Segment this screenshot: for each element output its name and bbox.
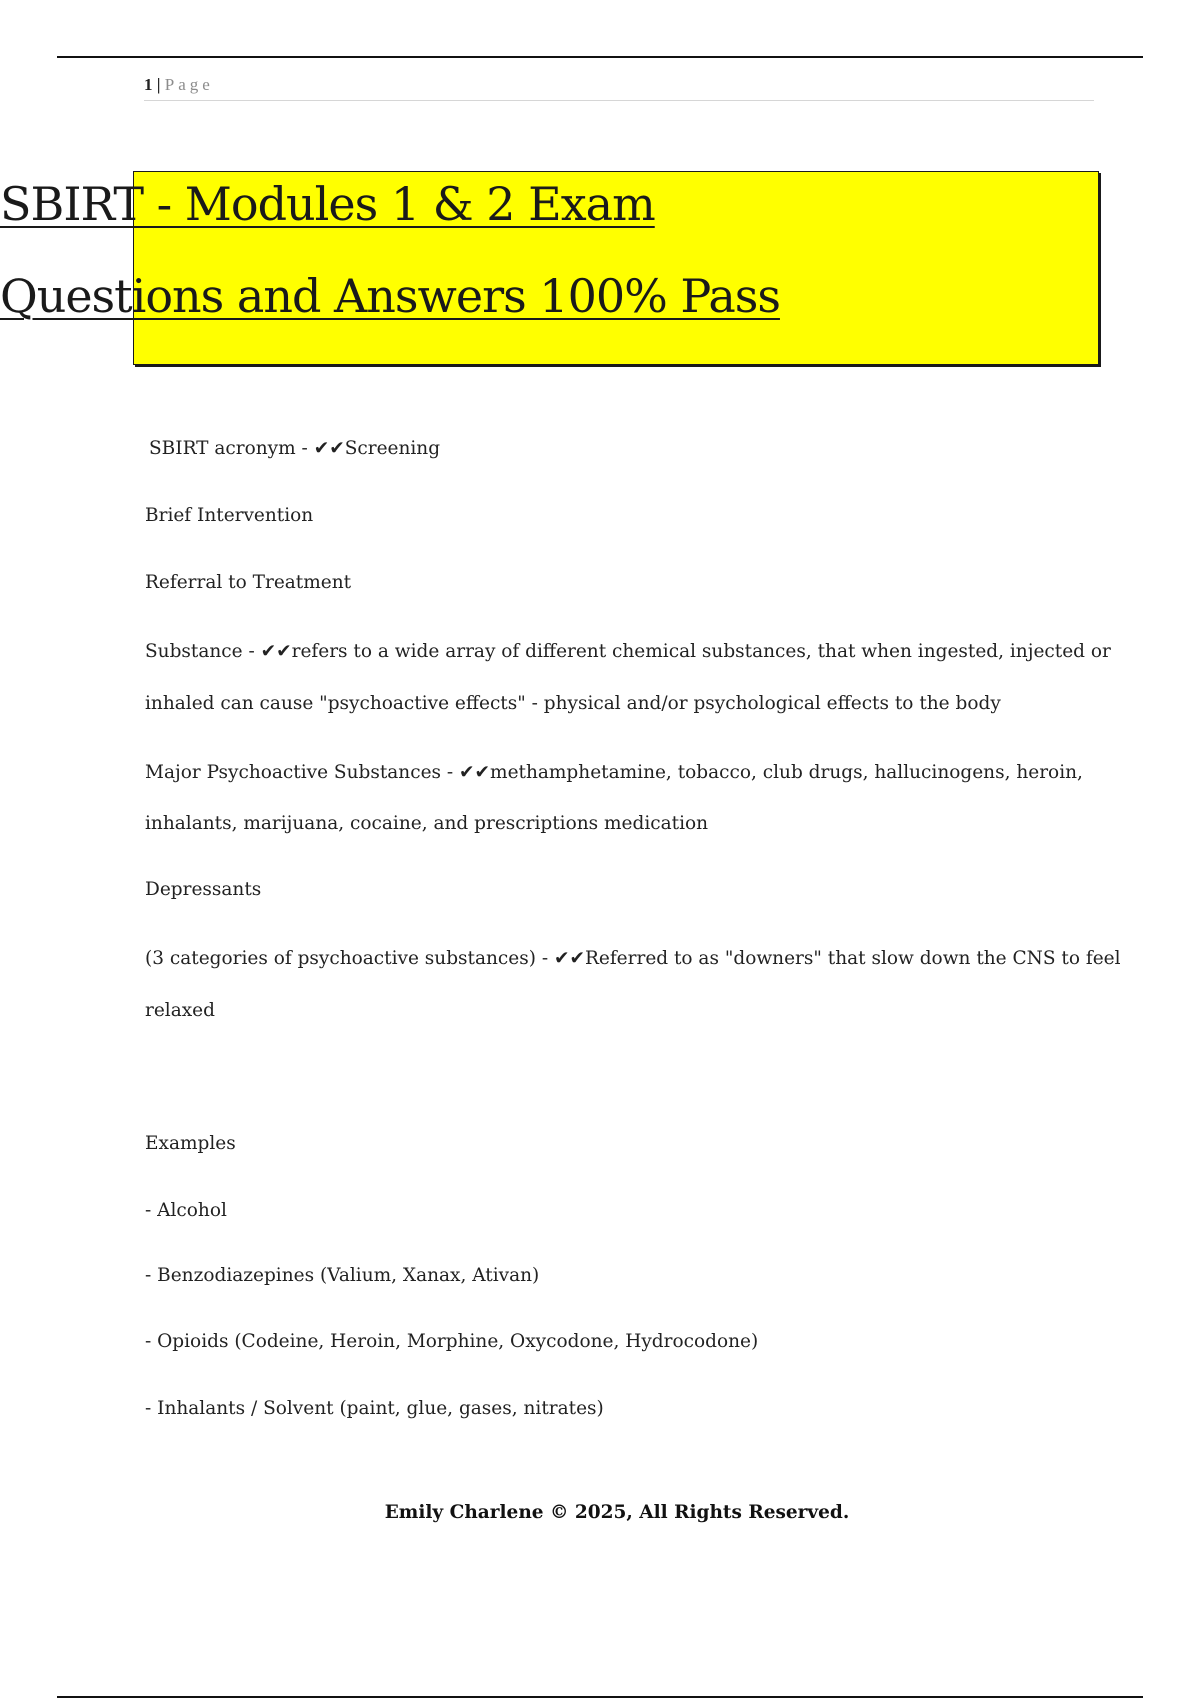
content-line: Brief Intervention (145, 505, 314, 526)
content-line: (3 categories of psychoactive substances) - ✔✔Referred to as "downers" that slow down the CNS to feel (145, 948, 1121, 969)
content-line: inhalants, marijuana, cocaine, and prescriptions medication (145, 813, 709, 834)
content-line: - Inhalants / Solvent (paint, glue, gases, nitrates) (145, 1398, 604, 1419)
content-line: Depressants (145, 879, 262, 900)
title-line-2 (0, 268, 1200, 324)
page-separator: | (156, 75, 161, 94)
content-line: - Benzodiazepines (Valium, Xanax, Ativan) (145, 1265, 540, 1286)
content-line: SBIRT acronym - ✔✔Screening (149, 438, 441, 459)
bottom-rule (57, 1696, 1143, 1698)
title-text-1: SBIRT - Modules 1 & 2 Exam (0, 177, 655, 231)
page-header (144, 72, 1094, 101)
page-label: Page (164, 75, 214, 94)
content-line: Referral to Treatment (145, 572, 352, 593)
top-rule (57, 56, 1143, 58)
page-number: 1 (144, 75, 153, 94)
content-line: - Opioids (Codeine, Heroin, Morphine, Oxycodone, Hydrocodone) (145, 1331, 759, 1352)
copyright-footer: Emily Charlene © 2025, All Rights Reserved. (384, 1502, 850, 1523)
content-line: Major Psychoactive Substances - ✔✔methamphetamine, tobacco, club drugs, hallucinogens, heroin, (145, 762, 1083, 783)
content-line: inhaled can cause "psychoactive effects" - physical and/or psychological effects to the body (145, 693, 1001, 714)
content-line: Examples (145, 1133, 236, 1154)
content-line: Substance - ✔✔refers to a wide array of different chemical substances, that when ingested, injected or (145, 641, 1111, 662)
content-line: - Alcohol (145, 1200, 227, 1221)
content-line: relaxed (145, 1000, 215, 1021)
title-text-2: Questions and Answers 100% Pass (0, 269, 780, 323)
title-line-1 (0, 176, 1200, 232)
